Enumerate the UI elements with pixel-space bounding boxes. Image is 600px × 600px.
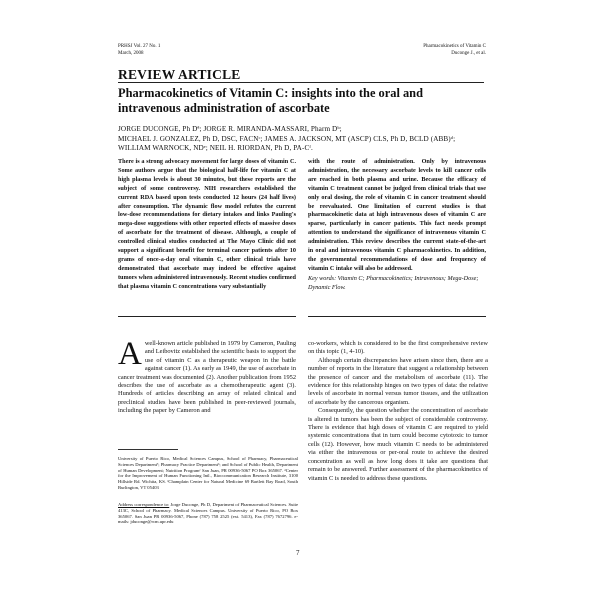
body-paragraph: Consequently, the question whether the concentration of ascorbate is altered in tumors has been the subject of considerable controversy. There is evidence that high doses of vitamin C are required to yield systemic concentrations that in turn could become cytotoxic to tumor cells (12). However, how much vitamin C needs to be administered via either the intravenous or per-oral route to achieve the desired concentration as well as how long does it take are questions that remain to be answered. Further assessment of the pharmacokinetics of vitamin C is needed to address these questions. [308, 407, 488, 482]
drop-cap: A [118, 336, 142, 372]
abstract-column-right [308, 158, 486, 293]
intro-paragraph [118, 336, 296, 416]
running-header-right [423, 44, 486, 57]
author-list [118, 125, 488, 154]
heading-divider [118, 82, 484, 83]
running-authors: Duconge J., et al. [451, 50, 486, 56]
correspondence-label: Address correspondence to: [118, 502, 170, 507]
journal-volume: PRHSJ Vol. 27 No. 1 [118, 44, 161, 49]
article-title: Pharmacokinetics of Vitamin C: insights into the oral and intravenous administration of ascorbate [118, 86, 423, 115]
body-column-left [118, 336, 296, 416]
correspondence-footnote [118, 502, 298, 525]
footnote-divider [118, 449, 178, 450]
body-paragraph: co-workers, which is considered to be the first comprehensive review on this topic (1, 4-10). [308, 340, 488, 356]
running-header-left [118, 44, 160, 57]
abstract-text: with the route of administration. Only by intravenous administration, the necessary ascorbate levels to kill cancer cells are reached in both plasma and urine. Because the efficacy of vitamin C treatment cannot be judged from clinical trials that use only oral dosing, the role of vitamin C in cancer treatment should be reevaluated. One limitation of current studies is that pharmacokinetic data at high intravenous doses of vitamin C are sparse, particularly in cancer patients. This fact needs prompt attention to understand the significance of intravenous vitamin C administration. This review describes the current state-of-the-art in oral and intravenous vitamin C pharmacokinetics. In addition, the governmental recommendations of dose and frequency of vitamin C intake will also be addressed. [308, 158, 486, 272]
intro-text: well-known article published in 1979 by Cameron, Pauling and Leibovitz established the scientific basis to support the use of vitamin C as a therapeutic weapon in the battle against cancer (1). As early as 1949, the use of ascorbate in cancer treatment was documented (2). Another publication from 1952 describes the use of ascorbate as a chemotherapeutic agent (3). Hundreds of articles describing an array of related clinical and preclinical studies have been published in peer-reviewed journals, including the paper by Cameron and [118, 340, 296, 415]
journal-date: March, 2008 [118, 50, 144, 56]
abstract-divider-right [308, 316, 486, 317]
body-paragraph: Although certain discrepancies have arisen since then, there are a number of reports in the literature that suggest a relationship between the presence of cancer and the metabolism of ascorbate (11). The evidence for this relationship hinges on two types of data: the relative levels of ascorbate in normal versus tumor tissues, and the utilization of ascorbate by the cancerous organism. [308, 356, 488, 406]
author-line: WILLIAM WARNOCK, NDᵉ; NEIL H. RIORDAN, Ph D, PA-Cᶠ. [118, 144, 313, 153]
abstract-column-left [118, 158, 296, 292]
abstract-divider-left [118, 316, 296, 317]
affiliations-footnote: University of Puerto Rico, Medical Sciences Campus, School of Pharmacy, Pharmaceutical Sciences Departmentª; Pharmacy Practice Departmentᵇ; and School of Public Health, Department of Human Development; Nutrition Programᶜ San Juan, PR 00936-5067 PO Box 365067. ᵈCenter for the Improvement of Human Functioning Intl., Bioccommunication Research Institute, 3100 Hillside Rd. Wichita, KS. ᶠChamplain Center for Natural Medicine 69 Bartlett Bay Road, South Burlington, VT 05403 [118, 456, 298, 490]
body-column-right [308, 340, 488, 483]
abstract-text: There is a strong advocacy movement for large doses of vitamin C. Some authors argue that the biological half-life for vitamin C at high plasma levels is about 30 minutes, but these reports are the subject of some controversy. NIH researchers established the current RDA based upon tests conducted 12 hours (24 half lives) after consumption. The dynamic flow model refutes the current low-dose recommendations for dietary intakes and links Pauling's mega-dose suggestions with other reported effects of massive doses of ascorbate for the treatment of disease. Although, a couple of controlled clinical studies conducted at The Mayo Clinic did not support a significant benefit for terminal cancer patients after 10 grams of once-a-day oral vitamin C, other clinical trials have demonstrated that ascorbate may indeed be effective against tumors when administered intravenously. Recent studies confirmed that plasma vitamin C concentrations vary substantially [118, 158, 296, 290]
article-type-heading: REVIEW ARTICLE [118, 67, 241, 82]
page-number: 7 [296, 549, 300, 557]
author-line: JORGE DUCONGE, Ph Dª; JORGE R. MIRANDA-MASSARI, Pharm Dᵇ; [118, 125, 342, 133]
correspondence-text: Jorge Duconge, Ph D, Department of Pharmaceutical Sciences. Suite 413C, School of Pharmacy. Medical Sciences Campus. University of Puerto Rico, PO Box 365067. San Juan PR 00936-5067, Phone (787) 758 2525 (ext. 5413), Fax (787) 7672796. e-mails: jduconge@rcm.upr.edu [118, 502, 298, 525]
keywords: Key words: Vitamin C; Pharmacokinetics; Intravenous; Mega-Dose; Dynamic Flow. [308, 274, 479, 291]
running-title: Pharmacokinetics of Vitamin C [423, 44, 486, 49]
author-line: MICHAEL J. GONZALEZ, Ph D, DSC, FACNᶜ; JAMES A. JACKSON, MT (ASCP) CLS, Ph D, BCLD (ABB)ᵈ; [118, 134, 456, 143]
